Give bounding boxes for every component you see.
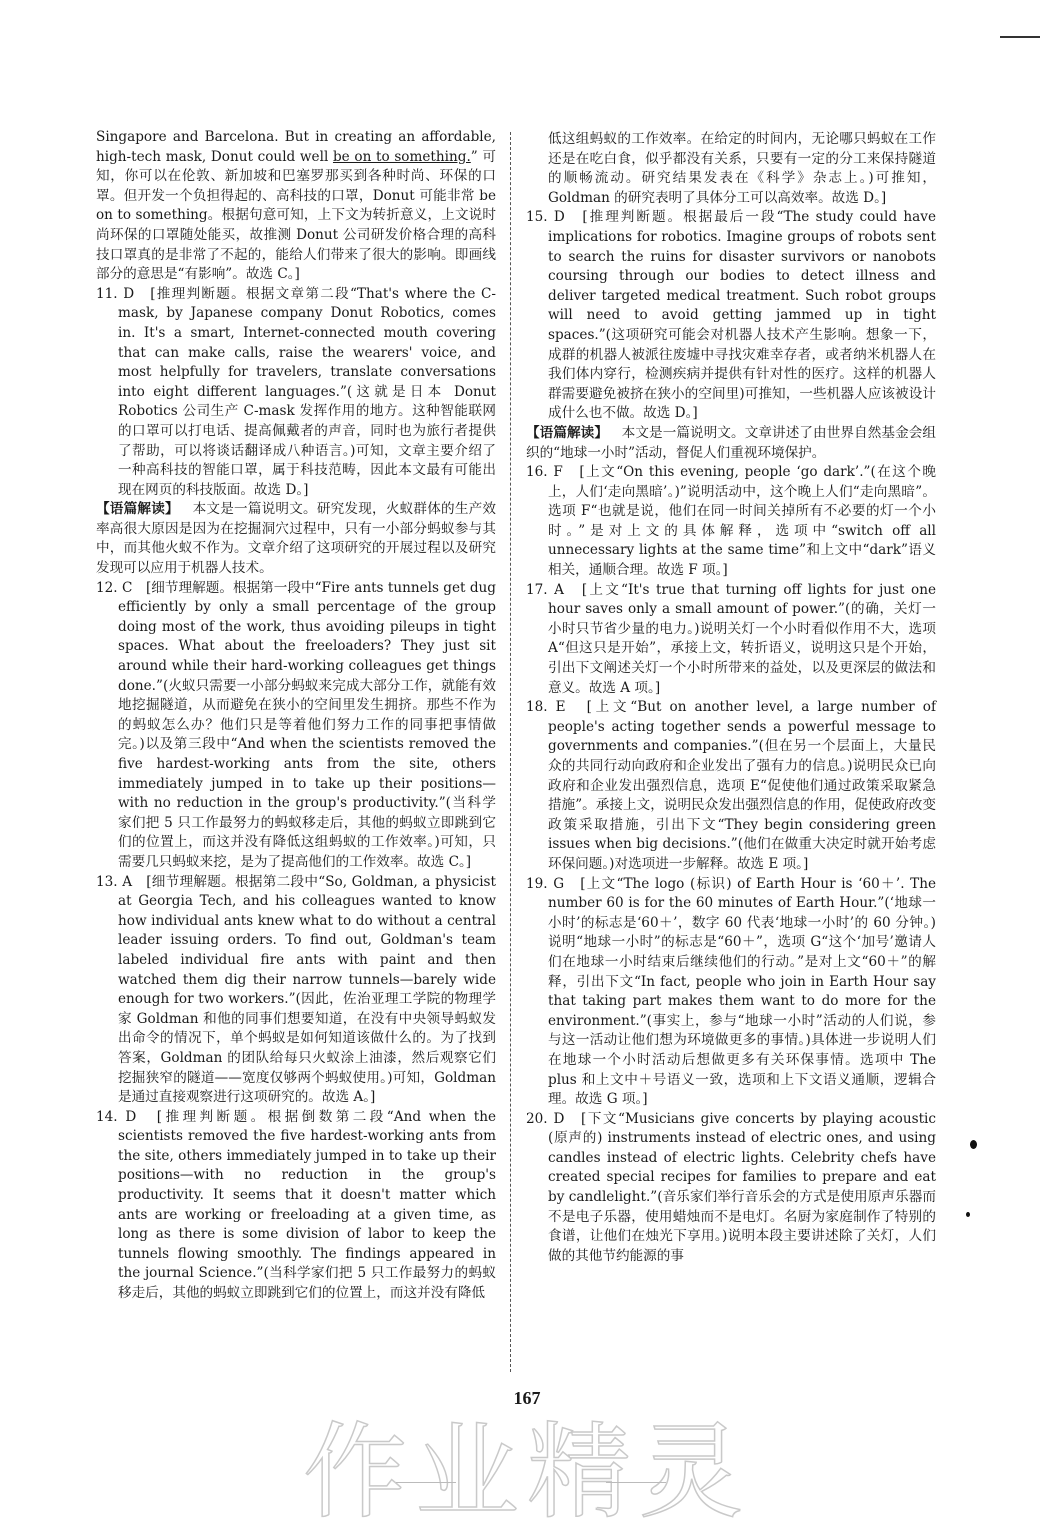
watermark: 作业精灵 [302,1411,751,1533]
passage-analysis-text: 本文是一篇说明文。文章讲述了由世界自然基金会组织的“地球一小时”活动，督促人们重视环境保护。 [526,424,936,461]
right-column [526,130,936,1266]
answer-explanation: 16. F [上文“On this evening, people ‘go dark’.”(在这个晚上，人们‘走向黑暗’。)”说明活动中，这个晚上人们“走向黑暗”。选项 F“也就是说，他们在同一时间关掉所有不必要的灯一个小时。”是对上文的具体解释，选项中“switch off all unnecessary lights at the same time”和上文中“dark”语义相关，通顺合理。故选 F 项。] [526,464,936,579]
scan-speck [970,1140,977,1149]
answer-explanation: 20. D [下文“Musicians give concerts by playing acoustic (原声的) instruments instead of electric ones, and using candles instead of electric lights. Celebrity chefs have created special recipes for families to prepare and eat by candlelight.”(音乐家们举行音乐会的方式是使用原声乐器而不是电子乐器，使用蜡烛而不是电灯。名厨为家庭制作了特别的食谱，让他们在烛光下享用。)说明本段主要讲述除了关灯，人们做的其他节约能源的事 [526,1110,936,1264]
bottom-mark [606,1482,666,1483]
column-divider [510,132,511,1372]
answer-explanation: 13. A [细节理解题。根据第二段中“So, Goldman, a physicist at Georgia Tech, and his colleagues wanted to know how individual ants knew what to do without a central leader issuing orders. To find out, Goldman's team labeled individual fire ants with paint and then watched them dig their narrow tunnels—barely wide enough for two workers.”(因此，佐治亚理工学院的物理学家 Goldman 和他的同事们想要知道，在没有中央领导蚂蚁发出命令的情况下，单个蚂蚁是如何知道该做什么的。为了找到答案，Goldman 的团队给每只火蚁涂上油漆，然后观察它们挖掘狭窄的隧道——宽度仅够两个蚂蚁使用。)可知，Goldman 是通过直接观察进行这项研究的。故选 A。] [96,873,496,1106]
left-column [96,128,496,1304]
passage-analysis [526,424,936,463]
underlined-phrase: be on to something. [332,148,471,165]
paragraph-text: Singapore and Barcelona. But in creating an affordable, high-tech mask, Donut could well [96,129,496,165]
passage-analysis-label: 【语篇解读】 [96,501,179,518]
continuation-paragraph [96,128,496,285]
answer-explanation: 11. D [推理判断题。根据文章第二段“That's where the C-mask, by Japanese company Donut Robotics, comes in. It's a smart, Internet-connected mouth covering that can make calls, raise the wearers' voice, and most helpfully for travelers, translate conversations into eight different languages.”(这就是日本 Donut Robotics 公司生产 C-mask 发挥作用的地方。这种智能联网的口罩可以打电话、提高佩戴者的声音，同时也为旅行者提供了帮助，可以将谈话翻译成八种语言。)可知，文章主要介绍了一种高科技的智能口罩，属于科技范畴，因此本文最有可能出现在网页的科技版面。故选 D。] [96,285,496,498]
top-corner-mark [1000,36,1040,38]
passage-analysis [96,500,496,578]
answer-explanation: 18. E [上文“But on another level, a large number of people's acting together sends a powerful message to governments and companies.”(但在另一个层面上，大量民众的共同行动向政府和企业发出了强有力的信息。)说明民众已向政府和企业发出强烈信息，选项 E“促使他们通过政策采取紧急措施”。承接上文，说明民众发出强烈信息的作用，促使政府改变政策采取措施，引出下文“They begin considering green issues when big decisions.”(他们在做重大决定时就开始考虑环保问题。)对选项进一步解释。故选 E 项。] [526,699,936,872]
answer-explanation: 15. D [推理判断题。根据最后一段“The study could have implications for robotics. Imagine groups of robots sent to search the ruins for disaster survivors or nanobots coursing through our bodies to detect illness and deliver targeted medical treatment. Such robot groups will need to avoid getting jammed up in tight spaces.”(这项研究可能会对机器人技术产生影响。想象一下，成群的机器人被派往废墟中寻找灾难幸存者，或者纳米机器人在我们体内穿行，检测疾病并提供有针对性的医疗。这样的机器人群需要避免被挤在狭小的空间里)可推知，一些机器人应该被设计成什么也不做。故选 D。] [526,209,936,422]
answer-explanation: 19. G [上文“The logo (标识) of Earth Hour is ‘60＋’. The number 60 is for the 60 minutes of Earth Hour.”(‘地球一小时’的标志是‘60＋’，数字 60 代表‘地球一小时’的 60 分钟。)说明“地球一小时”的标志是“60＋”，选项 G“这个‘加号’邀请人们在地球一小时结束后继续他们的行动。”是对上文“60＋”的解释，引出下文“In fact, people who join in Earth Hour say that taking part makes them want to do more for the environment.”(事实上，参与“地球一小时”活动的人们说，参与这一活动让他们想为环境做更多的事情。)具体进一步说明人们在地球一个小时活动后想做更多有关环保事情。选项中 The plus 和上文中＋号语义一致，选项和上下文语义通顺，逻辑合理。故选 G 项。] [526,875,936,1108]
page-number: 167 [513,1388,541,1408]
answer-explanation: 14. D [推理判断题。根据倒数第二段“And when the scientists removed the five hardest-working ants from the site, others immediately jumped in to take up their positions—with no reduction in the group's productivity. It seems that it doesn't matter which ants are working or freeloading at a given time, as long as there is some division of labor to keep the tunnels flowing smoothly. The findings appeared in the journal Science.”(当科学家们把 5 只工作最努力的蚂蚁移走后，其他的蚂蚁立即跳到它们的位置上，而这并没有降低 [96,1108,496,1302]
passage-analysis-label: 【语篇解读】 [526,424,609,441]
scan-speck [966,1212,970,1217]
paragraph-text: ” 可知，你可以在伦敦、新加坡和巴塞罗那买到各种时尚、环保的口罩。但开发一个负担得起的、高科技的口罩，Donut 可能非常 be on to something。根据句意可知，上下文为转折意义，上文说时尚环保的口罩随处能买，故推测 Donut 公司研发价格合理的高科技口罩真的是非常了不起的，能给人们带来了很大的影响。即画线部分的意思是“有影响”。故选 C。] [96,148,496,283]
continuation-paragraph: 低这组蚂蚁的工作效率。在给定的时间内，无论哪只蚂蚁在工作还是在吃白食，似乎都没有关系，只要有一定的分工来保持隧道的顺畅流动。研究结果发表在《科学》杂志上。)可推知，Goldman 的研究表明了具体分工可以高效率。故选 D。] [548,131,936,206]
answer-explanation: 17. A [上文“It's true that turning off lights for just one hour saves only a small amount of power.”(的确，关灯一小时只节省少量的电力。)说明关灯一个小时看似作用不大，选项 A“但这只是开始”，承接上文，转折语义，说明这只是个开始，引出下文阐述关灯一个小时所带来的益处，以及更深层的做法和意义。故选 A 项。] [526,581,936,696]
passage-analysis-text: 本文是一篇说明文。研究发现，火蚁群体的生产效率高很大原因是因为在挖掘洞穴过程中，只有一小部分蚂蚁参与其中，而其他火蚁不作为。文章介绍了这项研究的开展过程以及研究发现可以应用于机器人技术。 [96,501,497,577]
bottom-mark [396,1482,456,1483]
answer-explanation: 12. C [细节理解题。根据第一段中“Fire ants tunnels get dug efficiently by only a small percentage of the group doing most of the work, thus avoiding pileups in tight spaces. What about the freeloaders? They just sit around while their hard-working colleagues get things done.”(火蚁只需要一小部分蚂蚁来完成大部分工作，就能有效地挖掘隧道，从而避免在狭小的空间里发生拥挤。那些不作为的蚂蚁怎么办？他们只是等着他们努力工作的同事把事情做完。)以及第三段中“And when the scientists removed the five hardest-working ants from the site, others immediately jumped in to take up their positions— with no reduction in the group's productivity.”(当科学家们把 5 只工作最努力的蚂蚁移走后，其他的蚂蚁立即跳到它们的位置上，而这并没有降低这组蚂蚁的工作效率。)可知，只需要几只蚂蚁来挖，是为了提高他们的工作效率。故选 C。] [96,579,496,870]
